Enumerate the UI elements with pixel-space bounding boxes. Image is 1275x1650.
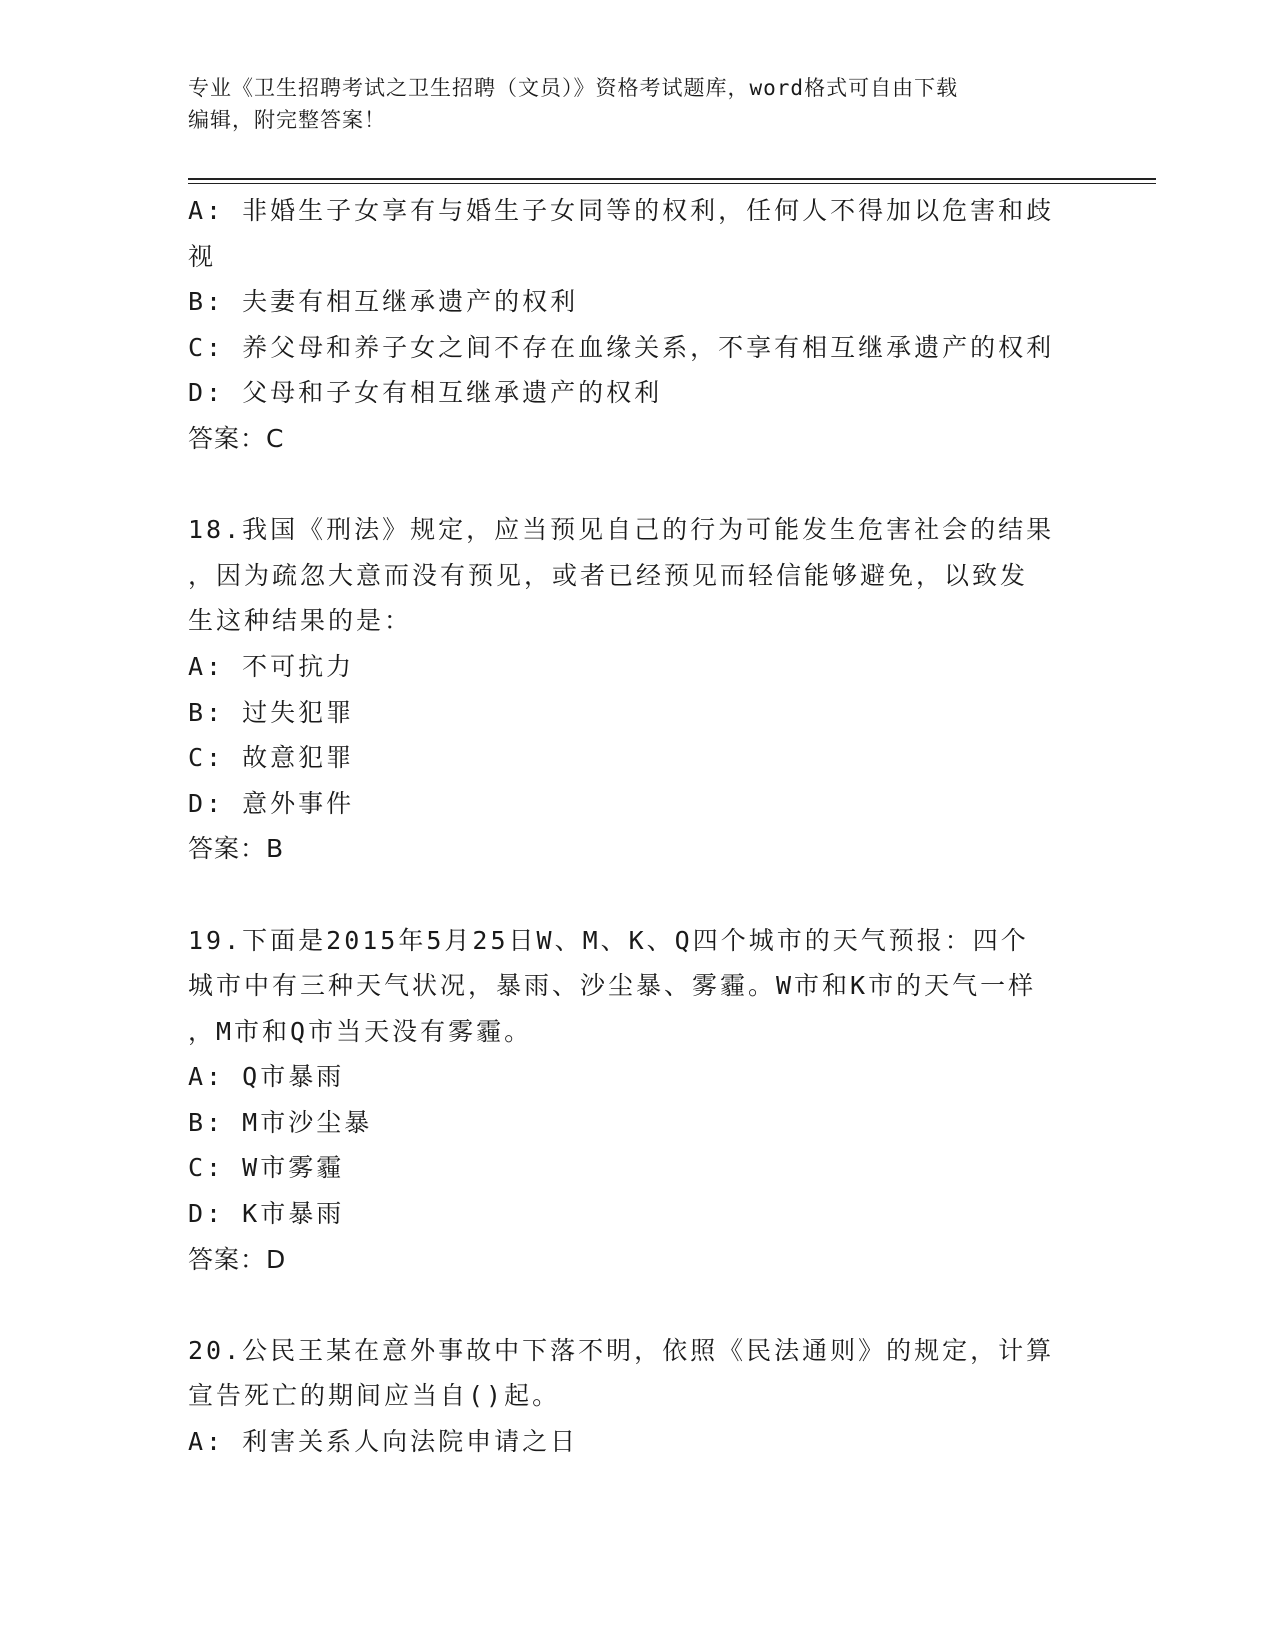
question-19 (188, 918, 1088, 1283)
option-b: B: 过失犯罪 (188, 697, 355, 727)
header-divider (188, 178, 1156, 184)
option-b: B: M市沙尘暴 (188, 1107, 373, 1137)
option-a: A: Q市暴雨 (188, 1062, 345, 1092)
answer: 答案：B (188, 834, 285, 864)
answer: 答案：D (188, 1244, 287, 1274)
question-stem: 20.公民王某在意外事故中下落不明，依照《民法通则》的规定，计算 (188, 1335, 1055, 1365)
option-b: B: 夫妻有相互继承遗产的权利 (188, 287, 579, 317)
spacer (188, 1282, 1088, 1328)
option-d: D: 意外事件 (188, 788, 355, 818)
spacer (188, 462, 1088, 508)
question-stem: 城市中有三种天气状况，暴雨、沙尘暴、雾霾。W市和K市的天气一样 (188, 971, 1037, 1001)
question-stem: 19.下面是2015年5月25日W、M、K、Q四个城市的天气预报：四个 (188, 925, 1029, 955)
question-stem: 宣告死亡的期间应当自()起。 (188, 1381, 561, 1411)
question-17 (188, 188, 1088, 462)
question-stem: ，因为疏忽大意而没有预见，或者已经预见而轻信能够避免，以致发 (188, 560, 1029, 590)
option-a: A: 非婚生子女享有与婚生子女同等的权利，任何人不得加以危害和歧 (188, 196, 1055, 225)
answer: 答案：C (188, 423, 285, 453)
question-18 (188, 507, 1088, 872)
spacer (188, 872, 1088, 918)
option-a: A: 利害关系人向法院申请之日 (188, 1427, 579, 1457)
option-d: D: K市暴雨 (188, 1199, 345, 1229)
header-line-2: 编辑，附完整答案！ (188, 108, 386, 132)
question-stem: 生这种结果的是： (188, 606, 413, 636)
option-a-continued: 视 (188, 241, 217, 271)
option-d: D: 父母和子女有相互继承遗产的权利 (188, 378, 663, 408)
question-stem: 18.我国《刑法》规定，应当预见自己的行为可能发生危害社会的结果 (188, 515, 1055, 545)
option-c: C: 养父母和养子女之间不存在血缘关系，不享有相互继承遗产的权利 (188, 332, 1055, 362)
question-stem: ，M市和Q市当天没有雾霾。 (188, 1016, 533, 1046)
option-a: A: 不可抗力 (188, 651, 355, 681)
option-c: C: W市雾霾 (188, 1153, 345, 1183)
question-list (188, 188, 1088, 1465)
option-c: C: 故意犯罪 (188, 743, 355, 773)
document-header (188, 72, 1068, 136)
question-20 (188, 1328, 1088, 1465)
header-line-1: 专业《卫生招聘考试之卫生招聘（文员）》资格考试题库，word格式可自由下载 (188, 76, 959, 100)
